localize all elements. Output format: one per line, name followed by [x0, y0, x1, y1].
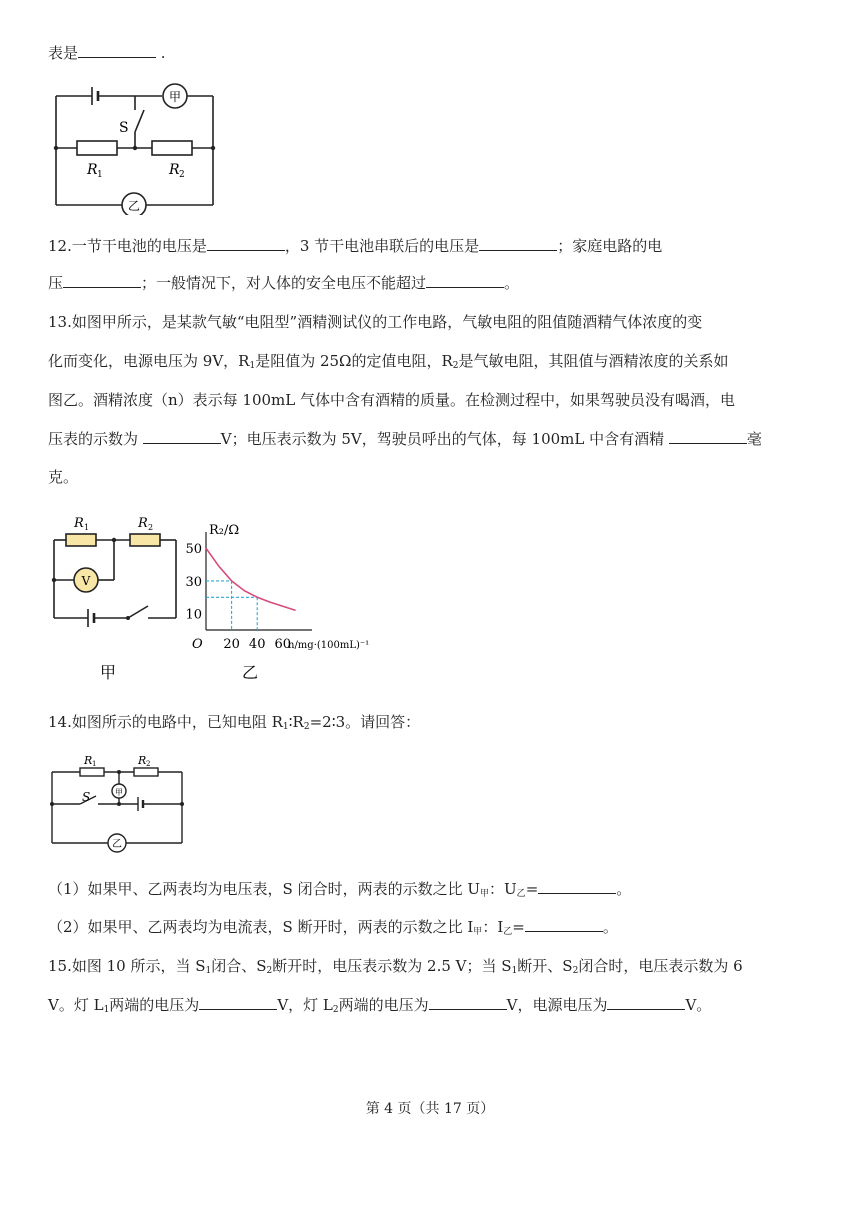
q15-text: V。 [685, 996, 712, 1014]
chart-y-title: R₂/Ω [209, 523, 240, 538]
chart-y-tick: 50 [185, 542, 202, 558]
q13-sub: 1 [249, 361, 256, 371]
q12-text-b: ，3 节干电池串联后的电压是 [284, 237, 480, 255]
q15-sub: 2 [572, 966, 579, 976]
r2-label: R [138, 516, 148, 531]
q12-line1 [48, 236, 662, 256]
r2-label: R [169, 162, 180, 178]
figure-q14-circuit [46, 748, 191, 858]
q13-line4 [48, 429, 762, 449]
answer-blank[interactable] [538, 879, 616, 894]
answer-blank[interactable] [426, 273, 504, 288]
q13-text: V；电压表示数为 5V，驾驶员呼出的气体，每 100mL 中含有酒精 [220, 430, 669, 448]
answer-blank[interactable] [429, 995, 507, 1010]
answer-blank[interactable] [78, 43, 156, 58]
r1-sub: 1 [84, 523, 90, 532]
answer-blank[interactable] [669, 429, 747, 444]
q13-sub: 2 [452, 361, 459, 371]
r1-label: R [74, 516, 84, 531]
q14-text: （2）如果甲、乙两表均为电流表，S 断开时，两表的示数之比 I [48, 918, 474, 936]
q13-text: 毫 [746, 430, 762, 448]
q15-text: V，电源电压为 [506, 996, 608, 1014]
answer-blank[interactable] [63, 273, 141, 288]
q14-text: （1）如果甲、乙两表均为电压表，S 闭合时，两表的示数之比 U [48, 880, 480, 898]
answer-blank[interactable] [207, 236, 285, 251]
q13-text: 化而变化，电源电压为 9V，R [48, 352, 250, 370]
q15-sub: 2 [332, 1005, 339, 1015]
voltmeter-label: V [81, 574, 91, 588]
q15-text: V，灯 L [277, 996, 333, 1014]
q14-text: = [525, 880, 539, 898]
q15-sub: 1 [205, 966, 212, 976]
chart-x-tick: 20 [223, 637, 240, 652]
answer-blank[interactable] [525, 917, 603, 932]
r1-label: R [87, 162, 98, 178]
q12-text-e: ；一般情况下，对人体的安全电压不能超过 [141, 274, 427, 292]
q15-text: 断开、S [517, 957, 573, 975]
page-footer: 第 4 页（共 17 页） [365, 1101, 495, 1117]
q15-text: 闭合时，电压表示数为 6 [578, 957, 743, 975]
q12-text-d: 压 [48, 274, 64, 292]
q15-sub: 1 [103, 1005, 110, 1015]
meter-yi-label: 乙 [127, 199, 141, 213]
q12-text-c: ；家庭电路的电 [557, 237, 663, 255]
q13-line2 [48, 351, 729, 376]
q15-text: V。灯 L [48, 996, 104, 1014]
r2-sub: 2 [179, 170, 185, 180]
q13-text: 是阻值为 25Ω的定值电阻，R [255, 352, 453, 370]
r1-sub: 1 [97, 170, 103, 180]
q13-text: 是气敏电阻，其阻值与酒精浓度的关系如 [458, 352, 729, 370]
chart-y-tick: 10 [185, 607, 202, 623]
q15-text: 闭合、S [211, 957, 267, 975]
meter-jia-label: 甲 [168, 90, 182, 104]
meter-jia-label: 甲 [115, 788, 123, 797]
q14-sub: 乙 [503, 927, 513, 937]
chart-y-tick: 30 [185, 574, 202, 590]
r1-sub: 1 [92, 760, 97, 768]
figure-label-jia: 甲 [99, 663, 117, 682]
chart-x-title: n/mg·(100mL)⁻¹ [288, 640, 370, 651]
q15-sub: 1 [511, 966, 518, 976]
q15-line2 [48, 995, 711, 1020]
r2-label: R [138, 754, 147, 767]
q14-intro [48, 712, 420, 737]
q14-sub: 甲 [473, 927, 483, 937]
answer-blank[interactable] [479, 236, 557, 251]
q14-text: 。 [602, 918, 618, 936]
q14-text: 14.如图所示的电路中，已知电阻 R [48, 713, 283, 731]
r2-sub: 2 [146, 760, 151, 768]
meter-yi-label: 乙 [112, 839, 122, 850]
q14-text: =2∶3。请回答： [309, 713, 421, 731]
q14-sub: 甲 [480, 889, 490, 899]
q13-text: 压表的示数为 [48, 430, 143, 448]
q12-text-f: 。 [504, 274, 520, 292]
answer-blank[interactable] [199, 995, 277, 1010]
r2-sub: 2 [148, 523, 154, 532]
q12-text-a: 12.一节干电池的电压是 [48, 237, 207, 255]
figure-q13-chart [170, 518, 390, 688]
q11-tail-text: 表是 [48, 44, 79, 62]
chart-origin: O [192, 637, 203, 652]
figure-label-yi: 乙 [241, 663, 259, 682]
figure-q11-circuit [48, 80, 223, 215]
switch-label: S [119, 120, 129, 136]
q14-text: = [512, 918, 525, 936]
answer-blank[interactable] [607, 995, 685, 1010]
q13-line1: 13.如图甲所示，是某款气敏“电阻型”酒精测试仪的工作电路，气敏电阻的阻值随酒精气体浓度的变 [48, 313, 703, 331]
q15-sub: 2 [266, 966, 273, 976]
q12-line2 [48, 273, 519, 293]
q14-sub: 1 [282, 722, 289, 732]
q14-part1 [48, 879, 631, 904]
q14-sub: 2 [303, 722, 310, 732]
q13-line5: 克。 [48, 468, 79, 486]
q15-text: 断开时，电压表示数为 2.5 V；当 S [272, 957, 512, 975]
chart-x-tick: 60 [274, 637, 292, 652]
r1-label: R [84, 754, 93, 767]
switch-label: S [82, 790, 91, 804]
q14-text: ：U [489, 880, 517, 898]
q14-text: 。 [616, 880, 632, 898]
chart-x-tick: 40 [248, 637, 266, 652]
q14-text: ：I [482, 918, 504, 936]
q15-text: 两端的电压为 [109, 996, 200, 1014]
q14-text: ∶R [288, 713, 304, 731]
q14-sub: 乙 [516, 889, 526, 899]
answer-blank[interactable] [143, 429, 221, 444]
q11-tail [48, 43, 166, 63]
q15-text: 两端的电压为 [338, 996, 429, 1014]
q11-tail-suffix: . [156, 44, 166, 62]
figure-q13-circuit [44, 510, 189, 685]
q15-text: 15.如图 10 所示，当 S [48, 957, 206, 975]
chart-series-line [206, 548, 296, 610]
q14-part2 [48, 917, 618, 942]
q15-line1 [48, 956, 743, 981]
q13-line3: 图乙。酒精浓度（n）表示每 100mL 气体中含有酒精的质量。在检测过程中，如果驾驶员没有喝酒，电 [48, 391, 736, 409]
